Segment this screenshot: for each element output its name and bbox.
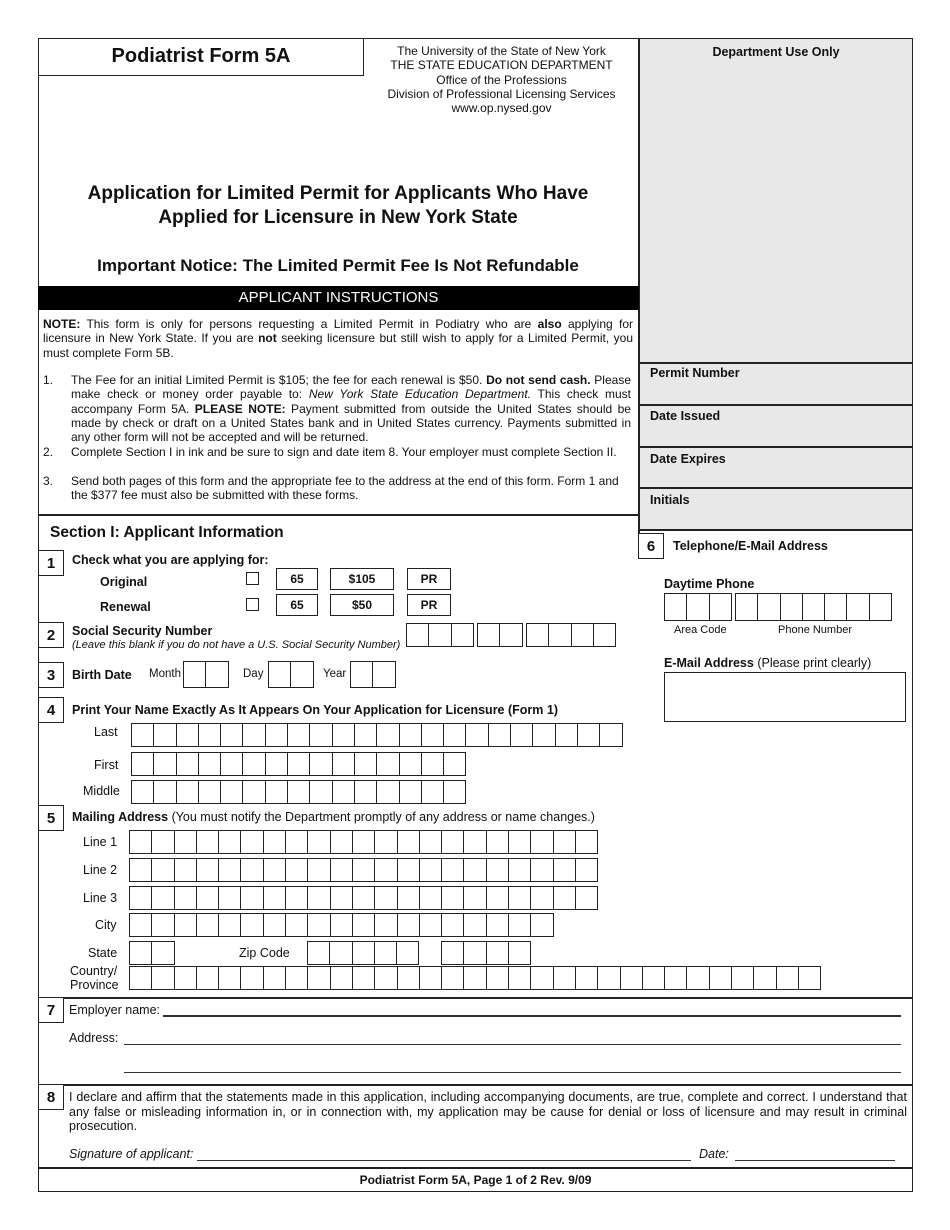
agency-url[interactable]: www.op.nysed.gov [451,101,552,116]
first-name-field[interactable] [131,752,466,776]
declaration-text: I declare and affirm that the statements made in this application, including accompanying documents, are true, complete and correct. I understand that any false or misleading information in, or in connection with, my application may be cause for denial or loss of licensure and may result in criminal prosecution. [69,1090,907,1133]
agency-line: Division of Professional Licensing Services [387,86,616,101]
agency-line: THE STATE EDUCATION DEPARTMENT [390,58,613,73]
middle-name-label: Middle [83,784,120,798]
original-checkbox[interactable] [246,572,259,585]
item-number: 1 [38,550,64,576]
page-footer: Podiatrist Form 5A, Page 1 of 2 Rev. 9/09 [359,1173,592,1187]
date-line[interactable] [735,1160,895,1161]
email-title: E-Mail Address [664,656,754,670]
mailing-address-label [72,810,595,824]
line2-label: Line 2 [83,863,118,877]
date-expires-label: Date Expires [650,452,726,466]
date-issued-label: Date Issued [650,409,721,423]
renewal-fee: $50 [330,594,394,616]
month-label: Month [149,668,181,680]
instruction-text: Payment submitted from outside the United States should be made by check or draft on a United States bank and in United States currency. Payments submitted in any other form will not be accepted and will be returned. [71,401,631,445]
item-number: 7 [38,997,64,1023]
renewal-checkbox[interactable] [246,598,259,611]
employer-address-line[interactable] [124,1044,901,1045]
important-notice: Important Notice: The Limited Permit Fee Is Not Refundable [97,256,579,275]
address-line2-field[interactable] [129,858,598,882]
ssn-serial-field[interactable] [526,623,616,647]
email-hint: (Please print clearly) [753,656,872,670]
phone-number-field[interactable] [735,593,892,621]
year-label: Year [323,668,347,680]
instruction-item-2: Complete Section I in ink and be sure to sign and date item 8. Your employer must complete Section II. [71,445,617,459]
address-line1-field[interactable] [129,830,598,854]
zip-label: Zip Code [239,946,290,960]
item-number: 2 [38,622,64,648]
instruction-emphasis: Do not send cash. [486,373,591,387]
ssn-area-field[interactable] [406,623,474,647]
ssn-group-field[interactable] [477,623,523,647]
city-field[interactable] [129,913,554,937]
agency-line: The University of the State of New York [397,44,606,58]
payee-name: New York State Education Department. [308,387,532,402]
country-label-line: Province [70,978,119,992]
agency-line: Office of the Professions [436,72,567,87]
permit-number-label: Permit Number [650,366,740,380]
signature-line[interactable] [197,1160,691,1161]
state-field[interactable] [129,941,175,965]
first-name-label: First [94,758,119,772]
original-profession: PR [407,568,451,590]
instruction-number: 1. [43,373,54,387]
telephone-email-label: Telephone/E-Mail Address [673,539,828,553]
date-label: Date: [699,1147,729,1161]
birth-date-label: Birth Date [72,668,132,682]
instruction-text: This check must accompany Form 5A. [71,387,632,416]
q1-label: Check what you are applying for: [72,553,269,567]
signature-label: Signature of applicant: [69,1147,194,1161]
country-label-line: Country/ [70,964,118,978]
country-label [70,964,117,992]
instruction-number: 2. [43,445,54,459]
employer-name-line[interactable] [163,1015,901,1017]
line3-label: Line 3 [83,891,118,905]
agency-block [365,44,638,115]
note-text: applying for licensure in New York State. If you are [43,317,634,346]
original-code: 65 [276,568,318,590]
middle-name-field[interactable] [131,780,466,804]
birth-month-field[interactable] [183,661,229,688]
note-emphasis: not [258,331,277,346]
ssn-label: Social Security Number [72,624,213,638]
zip-code-field[interactable] [307,941,419,965]
form-title: Podiatrist Form 5A [111,45,291,67]
email-field[interactable] [664,672,906,722]
mailing-address-hint: (You must notify the Department promptly of any address or name changes.) [168,810,595,824]
day-label: Day [243,668,264,680]
phone-number-label: Phone Number [778,624,852,636]
initials-label: Initials [650,493,690,507]
employer-address-line[interactable] [124,1072,901,1073]
mailing-address-title: Mailing Address [72,810,169,824]
dept-use-label: Department Use Only [712,45,840,59]
instruction-number: 3. [43,474,54,488]
instruction-item-1 [71,373,631,444]
instructions-heading: APPLICANT INSTRUCTIONS [38,286,639,310]
birth-day-field[interactable] [268,661,314,688]
item-number: 5 [38,805,64,831]
last-name-field[interactable] [131,723,623,747]
city-label: City [95,918,117,932]
instruction-text: The Fee for an initial Limited Permit is $105; the fee for each renewal is $50. [71,373,487,387]
section-1-heading: Section I: Applicant Information [50,524,284,541]
note-text: seeking licensure but still wish to apply for a Limited Permit, you must complete Form 5B. [43,331,633,360]
original-fee: $105 [330,568,394,590]
area-code-label: Area Code [674,624,727,636]
item-number: 4 [38,697,64,723]
instruction-emphasis: PLEASE NOTE: [194,401,286,416]
state-label: State [88,946,118,960]
original-label: Original [100,575,148,589]
ssn-hint: (Leave this blank if you do not have a U.S. Social Security Number) [72,639,401,651]
name-label: Print Your Name Exactly As It Appears On Your Application for Licensure (Form 1) [72,703,558,717]
item-number: 8 [38,1084,64,1110]
note-label: NOTE: [43,317,81,331]
birth-year-field[interactable] [350,661,396,688]
note-emphasis: also [537,317,562,331]
zip-plus4-field[interactable] [441,941,531,965]
page-title [38,182,638,230]
daytime-phone-label: Daytime Phone [664,577,755,591]
title-line-1: Application for Limited Permit for Applicants Who Have [87,183,589,204]
address-line3-field[interactable] [129,886,598,910]
instruction-item-3: Send both pages of this form and the appropriate fee to the address at the end of this form. Form 1 and the $377 fee must also be submitted with these forms. [71,474,619,503]
renewal-profession: PR [407,594,451,616]
renewal-code: 65 [276,594,318,616]
instruction-text: Please make check or money order payable to: [71,373,631,402]
country-field[interactable] [129,966,821,990]
line1-label: Line 1 [83,835,118,849]
employer-name-label: Employer name: [69,1003,161,1017]
item-number: 3 [38,662,64,688]
note-text: This form is only for persons requesting a Limited Permit in Podiatry who are [80,317,538,331]
employer-address-label: Address: [69,1031,119,1045]
signature-label-text: Signature of applicant [69,1147,190,1161]
email-label [664,656,871,670]
phone-area-code-field[interactable] [664,593,732,621]
renewal-label: Renewal [100,600,151,614]
item-number: 6 [638,533,664,559]
title-line-2: Applied for Licensure in New York State [158,207,518,228]
last-name-label: Last [94,725,118,739]
instructions-note [43,317,633,360]
